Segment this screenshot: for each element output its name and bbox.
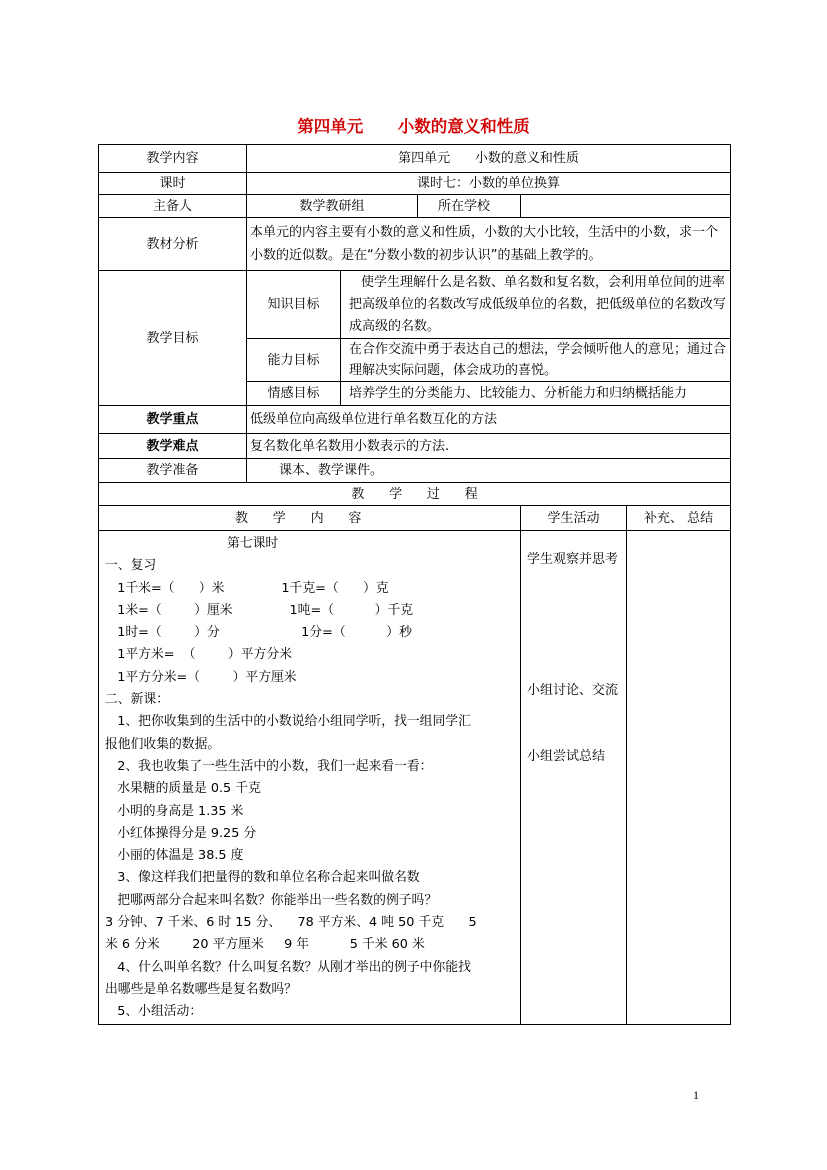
knowledge-label: 知识目标 <box>247 271 341 339</box>
ability-label: 能力目标 <box>247 339 341 382</box>
process-line: 一、复习 <box>105 558 157 574</box>
process-line: 4、什么叫单名数？什么叫复名数？从刚才举出的例子中你能找 <box>105 959 471 975</box>
emotion-label: 情感目标 <box>247 382 341 406</box>
document-title: 第四单元 小数的意义和性质 <box>297 117 530 136</box>
student-activity-discuss: 小组讨论、交流 <box>527 683 619 698</box>
key-point-value: 低级单位向高级单位进行单名数互化的方法 <box>247 406 731 434</box>
ability-value: 在合作交流中勇于表达自己的想法，学会倾听他人的意见；通过合理解决实际问题，体会成功的喜悦。 <box>341 339 731 382</box>
process-line: 5、小组活动： <box>105 1004 203 1020</box>
process-line: 1平方分米=（ ）平方厘米 <box>105 669 297 685</box>
prep-value: 课本、教学课件。 <box>247 459 731 483</box>
process-content <box>99 531 521 1025</box>
notes-cell <box>627 531 731 1025</box>
process-line: 二、新课： <box>105 692 169 708</box>
process-line: 1平方米= （ ）平方分米 <box>105 647 292 663</box>
process-line: 米 6 分米 20 平方厘米 9 年 5 千米 60 米 <box>105 937 425 953</box>
knowledge-value: 使学生理解什么是名数、单名数和复名数，会利用单位间的进率把高级单位的名数改写成低级单位的名数，把低级单位的名数改写成高级的名数。 <box>341 271 731 339</box>
goals-label: 教学目标 <box>99 271 247 406</box>
preparer-label: 主备人 <box>99 195 247 218</box>
period-label: 课时 <box>99 173 247 195</box>
process-line: 2、我也收集了一些生活中的小数，我们一起来看一看： <box>105 758 433 774</box>
difficulty-label: 教学难点 <box>99 434 247 459</box>
process-line: 报他们收集的数据。 <box>105 736 221 752</box>
lesson-plan-table <box>98 144 731 1025</box>
process-line: 1米=（ ）厘米 1吨=（ ）千克 <box>105 602 414 618</box>
process-line: 第七课时 <box>105 536 279 551</box>
preparer-value: 数学教研组 <box>247 195 418 218</box>
process-content-header: 教 学 内 容 <box>99 506 521 531</box>
student-activity-header: 学生活动 <box>521 506 627 531</box>
content-label: 教学内容 <box>99 145 247 173</box>
analysis-label: 教材分析 <box>99 218 247 271</box>
process-line: 小明的身高是 1.35 米 <box>105 803 244 819</box>
process-line: 把哪两部分合起来叫名数？你能举出一些名数的例子吗？ <box>105 892 438 908</box>
period-value: 课时七：小数的单位换算 <box>247 173 731 195</box>
process-line: 出哪些是单名数哪些是复名数吗？ <box>105 981 297 997</box>
process-line: 小丽的体温是 38.5 度 <box>105 848 244 864</box>
process-heading: 教 学 过 程 <box>99 483 731 506</box>
process-line: 1、把你收集到的生活中的小数说给小组同学听，找一组同学汇 <box>105 714 471 730</box>
process-line: 水果糖的质量是 0.5 千克 <box>105 781 261 797</box>
process-line: 小红体操得分是 9.25 分 <box>105 825 257 841</box>
content-value: 第四单元 小数的意义和性质 <box>247 145 731 173</box>
notes-header: 补充、 总结 <box>627 506 731 531</box>
page-number: 1 <box>693 1088 699 1102</box>
student-activity-observe: 学生观察并思考 <box>527 552 619 567</box>
emotion-value: 培养学生的分类能力、比较能力、分析能力和归纳概括能力 <box>341 382 731 406</box>
key-point-label: 教学重点 <box>99 406 247 434</box>
student-activity-summarize: 小组尝试总结 <box>527 749 606 764</box>
process-line: 3、像这样我们把量得的数和单位名称合起来叫做名数 <box>105 870 420 886</box>
school-value <box>521 195 731 218</box>
analysis-value: 本单元的内容主要有小数的意义和性质，小数的大小比较，生活中的小数，求一个小数的近似数。是在“分数小数的初步认识”的基础上教学的。 <box>247 218 731 271</box>
process-line: 3 分钟、7 千米、6 时 15 分、 78 平方米、4 吨 50 千克 5 <box>105 915 477 931</box>
process-line: 1千米=（ ）米 1千克=（ ）克 <box>105 580 389 596</box>
process-line: 1时=（ ）分 1分=（ ）秒 <box>105 625 412 641</box>
difficulty-value: 复名数化单名数用小数表示的方法. <box>247 434 731 459</box>
prep-label: 教学准备 <box>99 459 247 483</box>
student-activity-cell <box>521 531 627 1025</box>
school-label: 所在学校 <box>418 195 521 218</box>
